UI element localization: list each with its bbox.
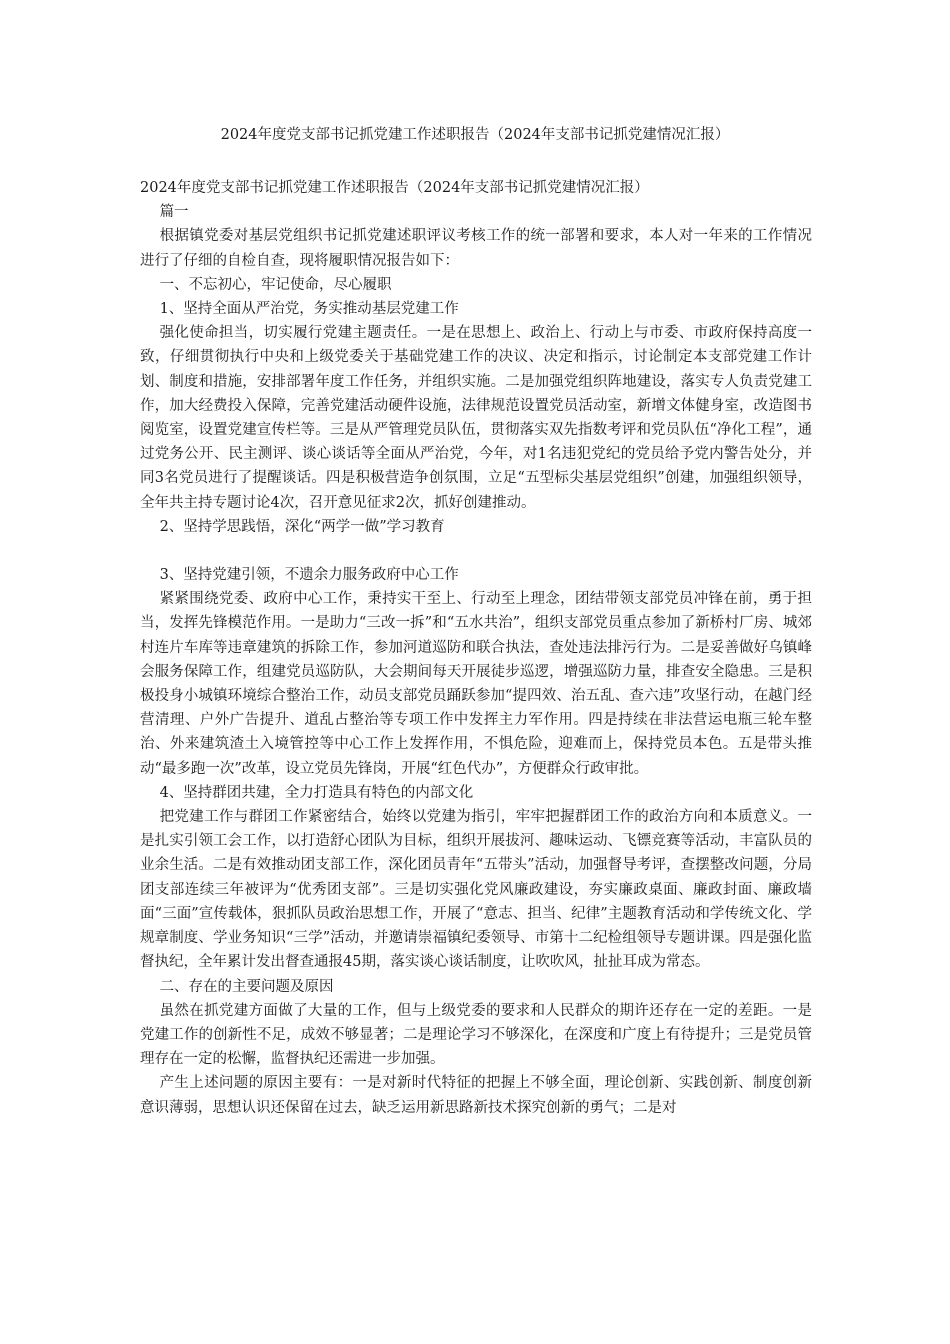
document-body (140, 176, 812, 1120)
item-3-paragraph: 紧紧围绕党委、政府中心工作，秉持实干至上、行动至上理念，团结带领支部党员冲锋在前，勇于担当，发挥先锋模范作用。一是助力“三改一拆”和“五水共治”，组织支部党员重点参加了新桥村厂房、城郊村连片车库等违章建筑的拆除工作，参加河道巡防和联合执法，查处违法排污行为。二是妥善做好乌镇峰会服务保障工作，组建党员巡防队，大会期间每天开展徒步巡逻，增强巡防力量，排查安全隐患。三是积极投身小城镇环境综合整治工作，动员支部党员踊跃参加“提四效、治五乱、查六违”攻坚行动，在越门经营清理、户外广告提升、道乱占整治等专项工作中发挥主力军作用。四是持续在非法营运电瓶三轮车整治、外来建筑渣土入境管控等中心工作上发挥作用，不惧危险，迎难而上，保持党员本色。五是带头推动“最多跑一次”改革，设立党员先锋岗，开展“红色代办”，方便群众行政审批。 (140, 591, 812, 777)
item-1-paragraph: 强化使命担当，切实履行党建主题责任。一是在思想上、政治上、行动上与市委、市政府保持高度一致，仔细贯彻执行中央和上级党委关于基础党建工作的决议、决定和指示，讨论制定本支部党建工作计划、制度和措施，安排部署年度工作任务，并组织实施。二是加强党组织阵地建设，落实专人负责党建工作，加大经费投入保障，完善党建活动硬件设施，法律规范设置党员活动室，新增文体健身室，改造图书阅览室，设置党建宣传栏等。三是从严管理党员队伍，贯彻落实双先指数考评和党员队伍“净化工程”，通过党务公开、民主测评、谈心谈话等全面从严治党，今年，对1名违犯党纪的党员给予党内警告处分，并同3名党员进行了提醒谈话。四是积极营造争创氛围，立足“五型标尖基层党组织”创建，加强组织领导，全年共主持专题讨论4次，召开意见征求2次，抓好创建推动。 (140, 325, 812, 511)
part-label: 篇一 (159, 204, 189, 221)
item-3-heading: 3、坚持党建引领，不遗余力服务政府中心工作 (159, 567, 459, 584)
item-1-heading: 1、坚持全面从严治党，务实推动基层党建工作 (159, 301, 459, 318)
document-subtitle: 2024年度党支部书记抓党建工作述职报告（2024年支部书记抓党建情况汇报） (140, 180, 649, 196)
section-2-paragraph-1: 虽然在抓党建方面做了大量的工作，但与上级党委的要求和人民群众的期许还存在一定的差距。一是党建工作的创新性不足，成效不够显著；二是理论学习不够深化，在深度和广度上有待提升；三是党员管理存在一定的松懈，监督执纪还需进一步加强。 (140, 1002, 812, 1068)
section-2-paragraph-2: 产生上述问题的原因主要有：一是对新时代特征的把握上不够全面，理论创新、实践创新、制度创新意识薄弱，思想认识还保留在过去，缺乏运用新思路新技术探究创新的勇气；二是对 (140, 1075, 812, 1116)
item-4-heading: 4、坚持群团共建，全力打造具有特色的内部文化 (159, 784, 474, 801)
item-4-paragraph: 把党建工作与群团工作紧密结合，始终以党建为指引，牢牢把握群团工作的政治方向和本质意义。一是扎实引领工会工作，以打造舒心团队为目标，组织开展拔河、趣味运动、飞镖竞赛等活动，丰富队员的业余生活。二是有效推动团支部工作，深化团员青年“五带头”活动，加强督导考评，查摆整改问题，分局团支部连续三年被评为“优秀团支部”。三是切实强化党风廉政建设，夯实廉政桌面、廉政封面、廉政墙面“三面”宣传载体，狠抓队员政治思想工作，开展了“意志、担当、纪律”主题教育活动和学传统文化、学规章制度、学业务知识“三学”活动，并邀请崇福镇纪委领导、市第十二纪检组领导专题讲课。四是强化监督执纪，全年累计发出督查通报45期，落实谈心谈话制度，让吹吹风，扯扯耳成为常态。 (140, 809, 812, 971)
document-title: 2024年度党支部书记抓党建工作述职报告（2024年支部书记抓党建情况汇报） (220, 127, 730, 143)
blank-line (140, 539, 812, 563)
intro-paragraph: 根据镇党委对基层党组织书记抓党建述职评议考核工作的统一部署和要求，本人对一年来的工作情况进行了仔细的自检自查，现将履职情况报告如下： (140, 228, 812, 269)
section-1-heading: 一、不忘初心，牢记使命，尽心履职 (159, 276, 392, 293)
section-2-heading: 二、存在的主要问题及原因 (159, 978, 334, 995)
item-2-heading: 2、坚持学思践悟，深化“两学一做”学习教育 (159, 518, 445, 535)
